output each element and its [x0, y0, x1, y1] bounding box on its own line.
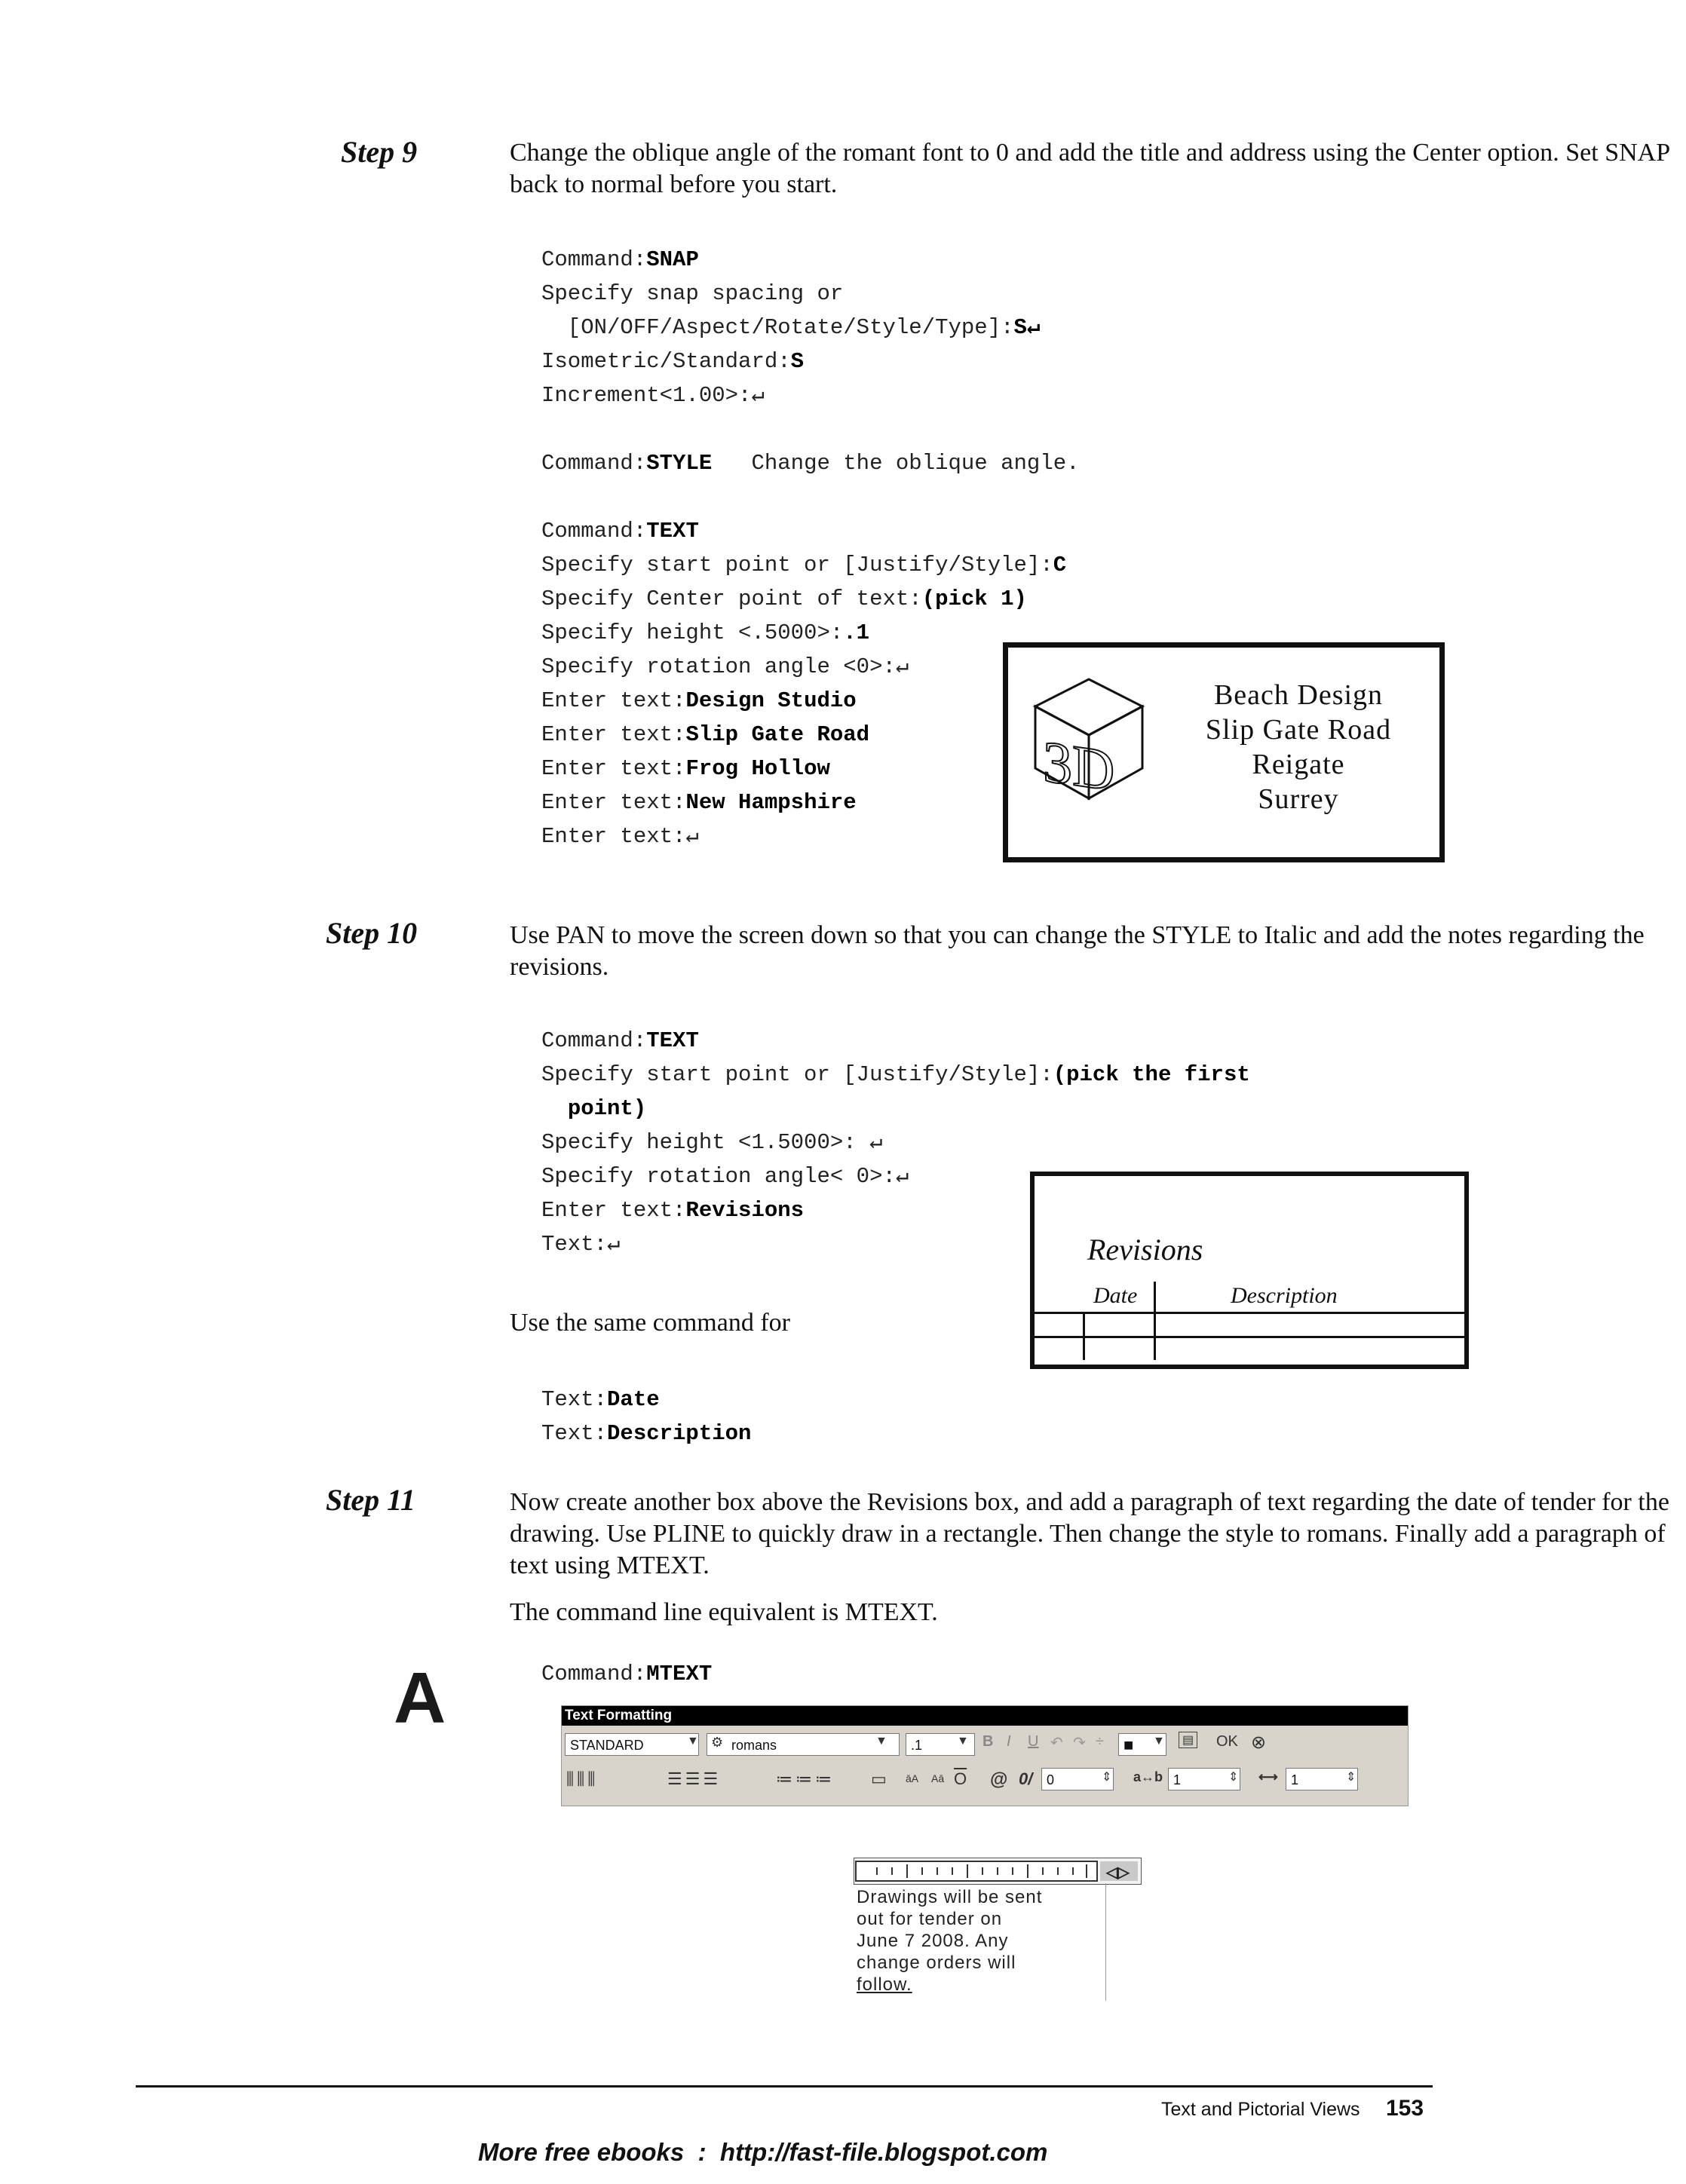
- stack-icon[interactable]: ÷: [1096, 1733, 1104, 1750]
- spinner-icon[interactable]: ⇕: [1102, 1771, 1112, 1784]
- svg-text:◁▷: ◁▷: [1106, 1864, 1130, 1881]
- step-9-label: Step 9: [341, 135, 418, 169]
- code-line: Specify height <.5000>:.1: [541, 620, 870, 645]
- step-10-code-2: [541, 1383, 751, 1450]
- mtext-right-edge: [1105, 1883, 1106, 2001]
- redo-icon[interactable]: ↷: [1073, 1735, 1086, 1751]
- chevron-down-icon[interactable]: ▼: [957, 1735, 969, 1748]
- code-line: Command:MTEXT: [541, 1662, 713, 1686]
- symbol-icon[interactable]: @: [990, 1769, 1008, 1790]
- code-line: point): [567, 1096, 647, 1121]
- code-line: Text:↵: [541, 1232, 621, 1257]
- step-9-text: Change the oblique angle of the romant font to 0 and add the title and address using the Center option. Set SNAP back to normal before you start.: [510, 139, 1669, 198]
- ruler-icon[interactable]: ▤: [1179, 1732, 1197, 1748]
- code-line: Specify rotation angle <0>:↵: [541, 654, 909, 679]
- code-line: [ON/OFF/Aspect/Rotate/Style/Type]:S↵: [541, 315, 1041, 340]
- page-number: 153: [1386, 2096, 1424, 2121]
- bold-icon[interactable]: B: [982, 1733, 994, 1750]
- footer-section: Text and Pictorial Views: [1161, 2099, 1360, 2120]
- text-formatting-toolbar: [561, 1705, 1409, 1806]
- code-line: Specify Center point of text:(pick 1): [541, 587, 1027, 611]
- toolbar-title: Text Formatting: [562, 1706, 1408, 1726]
- mtext-ruler[interactable]: [854, 1858, 1142, 1885]
- step-11-text: Now create another box above the Revisions box, and add a paragraph of text regarding the date of tender for the drawing. Use PLINE to quickly draw in a rectangle. Then change the style to romans. Finally add a paragraph of text using MTEXT.: [510, 1488, 1669, 1579]
- ruler-ticks: [854, 1858, 1141, 1884]
- lowercase-icon[interactable]: Aā: [931, 1772, 945, 1784]
- width-factor-input[interactable]: 1: [1286, 1768, 1358, 1790]
- tracking-input[interactable]: 1: [1168, 1768, 1240, 1790]
- color-select[interactable]: ■: [1118, 1733, 1166, 1756]
- list-icon[interactable]: ≔≔≔: [776, 1769, 835, 1788]
- revisions-col-line: [1154, 1282, 1156, 1360]
- code-line: Enter text:↵: [541, 824, 699, 849]
- revisions-row-line: [1035, 1336, 1464, 1338]
- undo-icon[interactable]: ↶: [1050, 1735, 1063, 1751]
- code-line: Specify start point or [Justify/Style]:(pick the first: [541, 1062, 1250, 1087]
- align-icon[interactable]: ☰☰☰: [667, 1769, 722, 1788]
- code-line: Text:Description: [541, 1421, 752, 1446]
- code-line: [541, 412, 1080, 446]
- code-line: Command:TEXT: [541, 519, 699, 544]
- mtext-line: change orders will: [857, 1953, 1016, 1973]
- code-line: Text:Date: [541, 1387, 660, 1412]
- spinner-icon[interactable]: ⇕: [1228, 1771, 1239, 1784]
- oblique-angle-input[interactable]: 0: [1041, 1768, 1114, 1790]
- style-select[interactable]: STANDARD: [565, 1733, 699, 1756]
- code-line: Specify height <1.5000>: ↵: [541, 1130, 883, 1155]
- code-line: Enter text:Frog Hollow: [541, 756, 830, 781]
- code-line: Enter text:Revisions: [541, 1198, 805, 1223]
- revisions-col-description: Description: [1231, 1283, 1338, 1308]
- code-line: Isometric/Standard:S: [541, 349, 805, 374]
- revisions-col-date: Date: [1093, 1283, 1138, 1308]
- revisions-col-line: [1083, 1312, 1085, 1360]
- font-icon: ⚙: [711, 1735, 724, 1750]
- options-icon[interactable]: ⊗: [1251, 1732, 1267, 1753]
- uppercase-icon[interactable]: āA: [906, 1772, 919, 1784]
- chevron-down-icon[interactable]: ▼: [875, 1735, 887, 1748]
- code-line: [541, 480, 1080, 514]
- mtext-line: out for tender on: [857, 1909, 1003, 1929]
- step-10-text: Use PAN to move the screen down so that you can change the STYLE to Italic and add the notes regarding the revisions.: [510, 921, 1645, 981]
- title-block-address: [1159, 678, 1438, 816]
- same-command-text: Use the same command for: [510, 1309, 790, 1337]
- mtext-line: June 7 2008. Any: [857, 1931, 1009, 1951]
- underline-icon[interactable]: U: [1028, 1733, 1039, 1750]
- justify-icon[interactable]: ⫼⫼⫼: [566, 1769, 599, 1788]
- italic-icon[interactable]: I: [1007, 1733, 1011, 1750]
- overline-icon[interactable]: $\overline{O}$: [954, 1769, 967, 1788]
- logo-text: 3D: [1043, 727, 1115, 804]
- mtext-a-icon: A: [394, 1658, 446, 1738]
- revisions-box: [1030, 1172, 1469, 1369]
- footer-rule: [136, 2085, 1433, 2088]
- mtext-line: Drawings will be sent: [857, 1887, 1043, 1907]
- mtext-line: follow.: [857, 1974, 912, 1995]
- address-line: Reigate: [1252, 749, 1345, 780]
- tracking-icon: a↔b: [1133, 1769, 1163, 1784]
- code-line: Specify snap spacing or: [541, 281, 844, 306]
- code-line: Command:STYLE Change the oblique angle.: [541, 451, 1080, 476]
- height-input[interactable]: .1: [906, 1733, 975, 1756]
- code-line: Enter text:New Hampshire: [541, 790, 857, 815]
- cube-logo-icon: [1029, 675, 1148, 803]
- chevron-down-icon[interactable]: ▼: [1153, 1735, 1165, 1748]
- step-9-code: [541, 243, 1080, 853]
- code-line: Specify start point or [Justify/Style]:C: [541, 553, 1067, 577]
- code-line: Enter text:Slip Gate Road: [541, 722, 870, 747]
- insert-field-icon[interactable]: ▭: [871, 1769, 887, 1788]
- title-block-box: [1003, 642, 1445, 862]
- code-line: Command:SNAP: [541, 247, 699, 272]
- address-line: Slip Gate Road: [1205, 714, 1392, 746]
- spinner-icon[interactable]: ⇕: [1346, 1771, 1356, 1784]
- code-line: Command:TEXT: [541, 1028, 699, 1053]
- mtext-paragraph[interactable]: [857, 1886, 1105, 1996]
- revisions-row-line: [1035, 1312, 1464, 1314]
- step-11-text-2: The command line equivalent is MTEXT.: [510, 1598, 938, 1626]
- promo-link[interactable]: More free ebooks : http://fast-file.blogspot.com: [478, 2138, 1048, 2166]
- code-line: Increment<1.00>:↵: [541, 383, 765, 408]
- code-line: Enter text:Design Studio: [541, 688, 857, 713]
- step-10-label: Step 10: [326, 916, 418, 950]
- address-line: Beach Design: [1213, 679, 1384, 711]
- address-line: Surrey: [1258, 783, 1339, 815]
- step-11-code: [541, 1657, 712, 1691]
- code-line: Specify rotation angle< 0>:↵: [541, 1164, 909, 1189]
- width-factor-icon: ⟷: [1258, 1769, 1278, 1784]
- revisions-title: Revisions: [1087, 1233, 1203, 1267]
- font-select[interactable]: romans: [707, 1733, 900, 1756]
- chevron-down-icon[interactable]: ▼: [687, 1735, 699, 1748]
- ok-button[interactable]: OK: [1216, 1733, 1238, 1750]
- oblique-icon: 0/: [1019, 1769, 1033, 1788]
- step-11-label: Step 11: [326, 1483, 415, 1517]
